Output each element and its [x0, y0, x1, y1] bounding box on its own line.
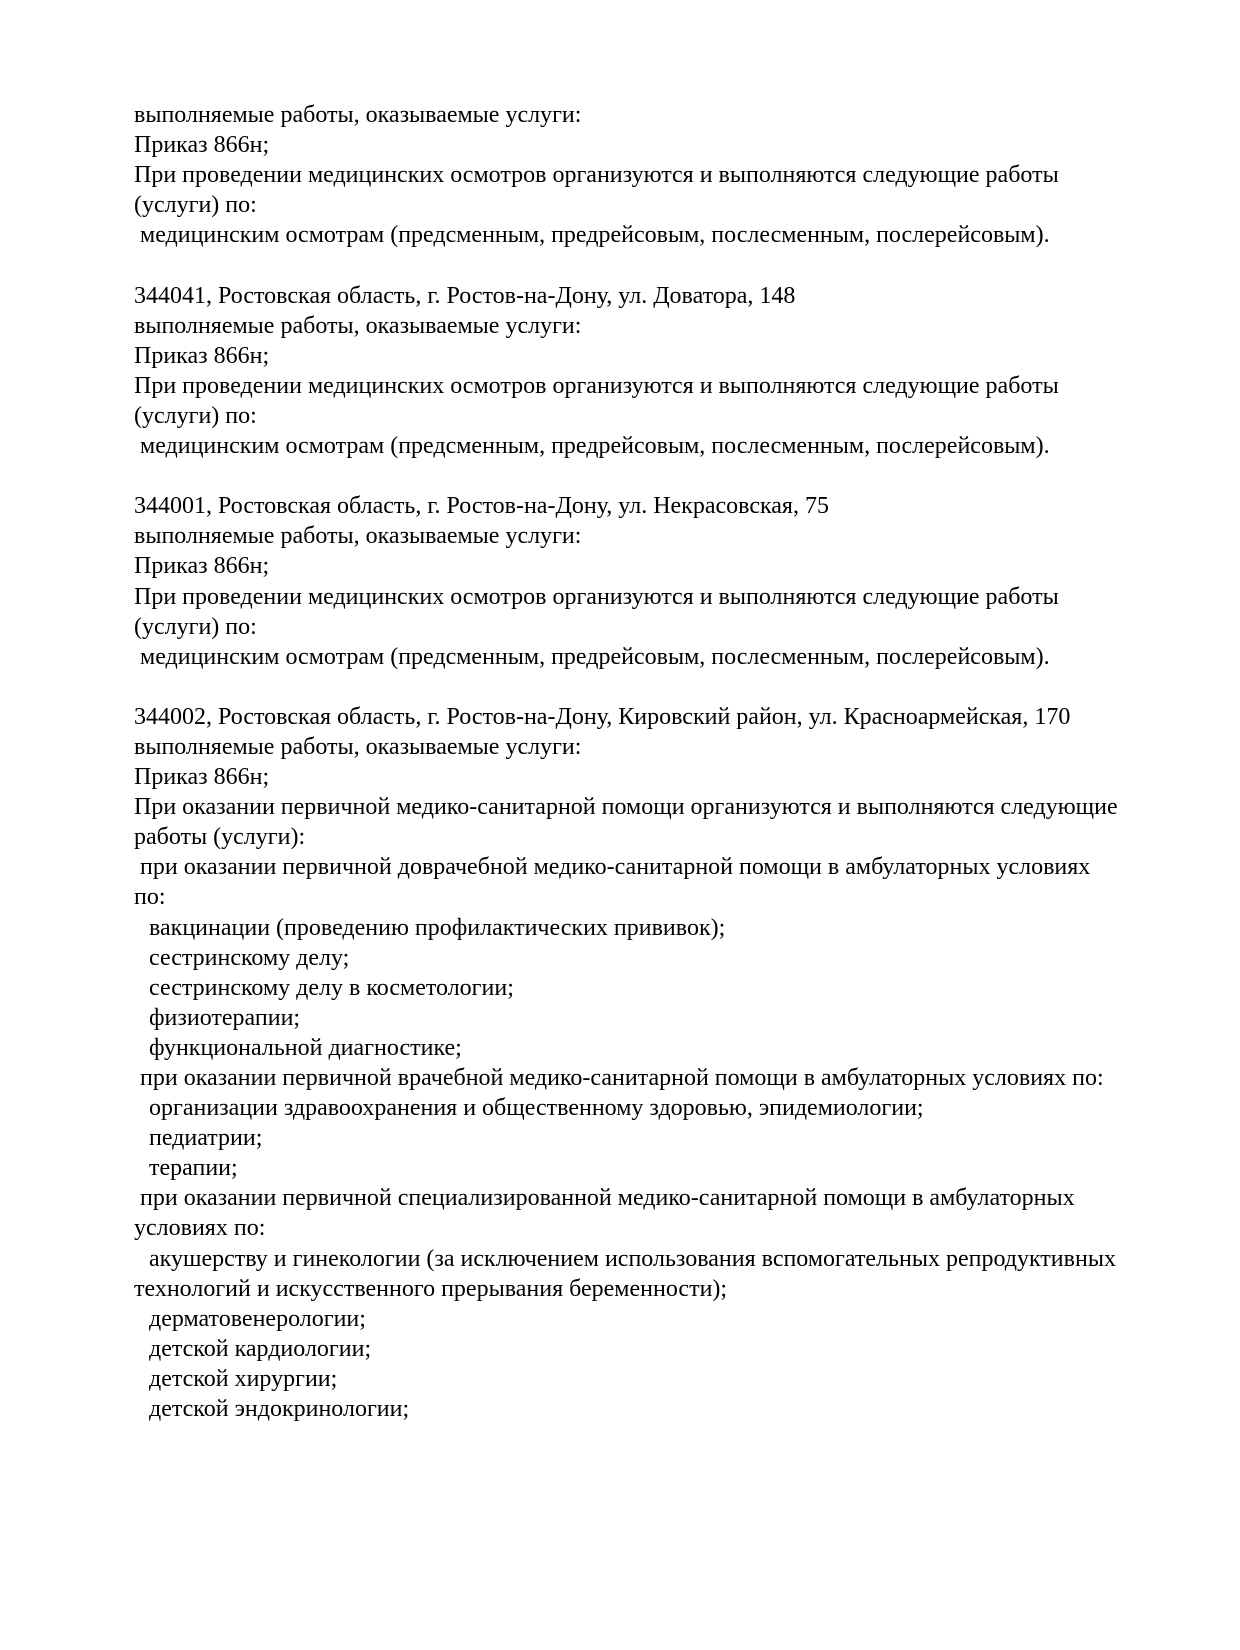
text-line: педиатрии; [149, 1125, 263, 1152]
text-line: детской кардиологии; [149, 1335, 372, 1362]
text-line: 344002, Ростовская область, г. Ростов-на-Дону, Кировский район, ул. Красноармейская, 170 [134, 703, 1071, 730]
text-line: (услуги) по: [134, 402, 257, 429]
address-block-nekrasovskaya-75 [134, 491, 1214, 672]
text-line: 344001, Ростовская область, г. Ростов-на-Дону, ул. Некрасовская, 75 [134, 493, 829, 520]
text-line: вакцинации (проведению профилактических прививок); [149, 914, 726, 941]
text-line: Приказ 866н; [134, 342, 270, 369]
address-block-dovatora-148 [134, 281, 1214, 462]
text-line: функциональной диагностике; [149, 1034, 462, 1061]
text-line: Приказ 866н; [134, 553, 270, 580]
text-line: (услуги) по: [134, 192, 257, 219]
text-line: Приказ 866н; [134, 764, 270, 791]
text-line: сестринскому делу; [149, 944, 350, 971]
text-line: при оказании первичной специализированной медико-санитарной помощи в амбулаторных [140, 1185, 1075, 1212]
text-line: условиях по: [134, 1215, 266, 1242]
text-line: выполняемые работы, оказываемые услуги: [134, 733, 582, 760]
continuation-block [134, 100, 1214, 250]
text-line: по: [134, 884, 166, 911]
text-line: сестринскому делу в косметологии; [149, 974, 514, 1001]
text-line: При проведении медицинских осмотров организуются и выполняются следующие работы [134, 583, 1059, 610]
text-line: Приказ 866н; [134, 132, 270, 159]
text-line: детской хирургии; [149, 1365, 338, 1392]
text-line: терапии; [149, 1155, 238, 1182]
address-block-krasnoarmeyskaya-170 [134, 702, 1214, 1424]
text-line: физиотерапии; [149, 1004, 301, 1031]
text-line: медицинским осмотрам (предсменным, предрейсовым, послесменным, послерейсовым). [140, 643, 1050, 670]
text-line: выполняемые работы, оказываемые услуги: [134, 312, 582, 339]
text-line: выполняемые работы, оказываемые услуги: [134, 102, 582, 128]
license-text-body [134, 100, 1214, 1424]
text-line: медицинским осмотрам (предсменным, предрейсовым, послесменным, послерейсовым). [140, 222, 1050, 249]
text-line: при оказании первичной доврачебной медико-санитарной помощи в амбулаторных условиях [140, 854, 1091, 881]
text-line: (услуги) по: [134, 613, 257, 640]
text-line: При оказании первичной медико-санитарной помощи организуются и выполняются следующие [134, 794, 1118, 821]
text-line: При проведении медицинских осмотров организуются и выполняются следующие работы [134, 372, 1059, 399]
text-line: при оказании первичной врачебной медико-санитарной помощи в амбулаторных условиях по: [140, 1065, 1104, 1091]
text-line: детской эндокринологии; [149, 1396, 410, 1423]
text-line: организации здравоохранения и общественному здоровью, эпидемиологии; [149, 1095, 924, 1122]
text-line: работы (услуги): [134, 824, 306, 851]
text-line: выполняемые работы, оказываемые услуги: [134, 523, 582, 550]
text-line: При проведении медицинских осмотров организуются и выполняются следующие работы [134, 162, 1059, 189]
text-line: медицинским осмотрам (предсменным, предрейсовым, послесменным, послерейсовым). [140, 433, 1050, 460]
text-line: 344041, Ростовская область, г. Ростов-на-Дону, ул. Доватора, 148 [134, 282, 796, 309]
text-line: технологий и искусственного прерывания беременности); [134, 1275, 728, 1302]
text-line: акушерству и гинекологии (за исключением использования вспомогательных репродуктивных [149, 1245, 1116, 1272]
text-line: дерматовенерологии; [149, 1305, 366, 1332]
